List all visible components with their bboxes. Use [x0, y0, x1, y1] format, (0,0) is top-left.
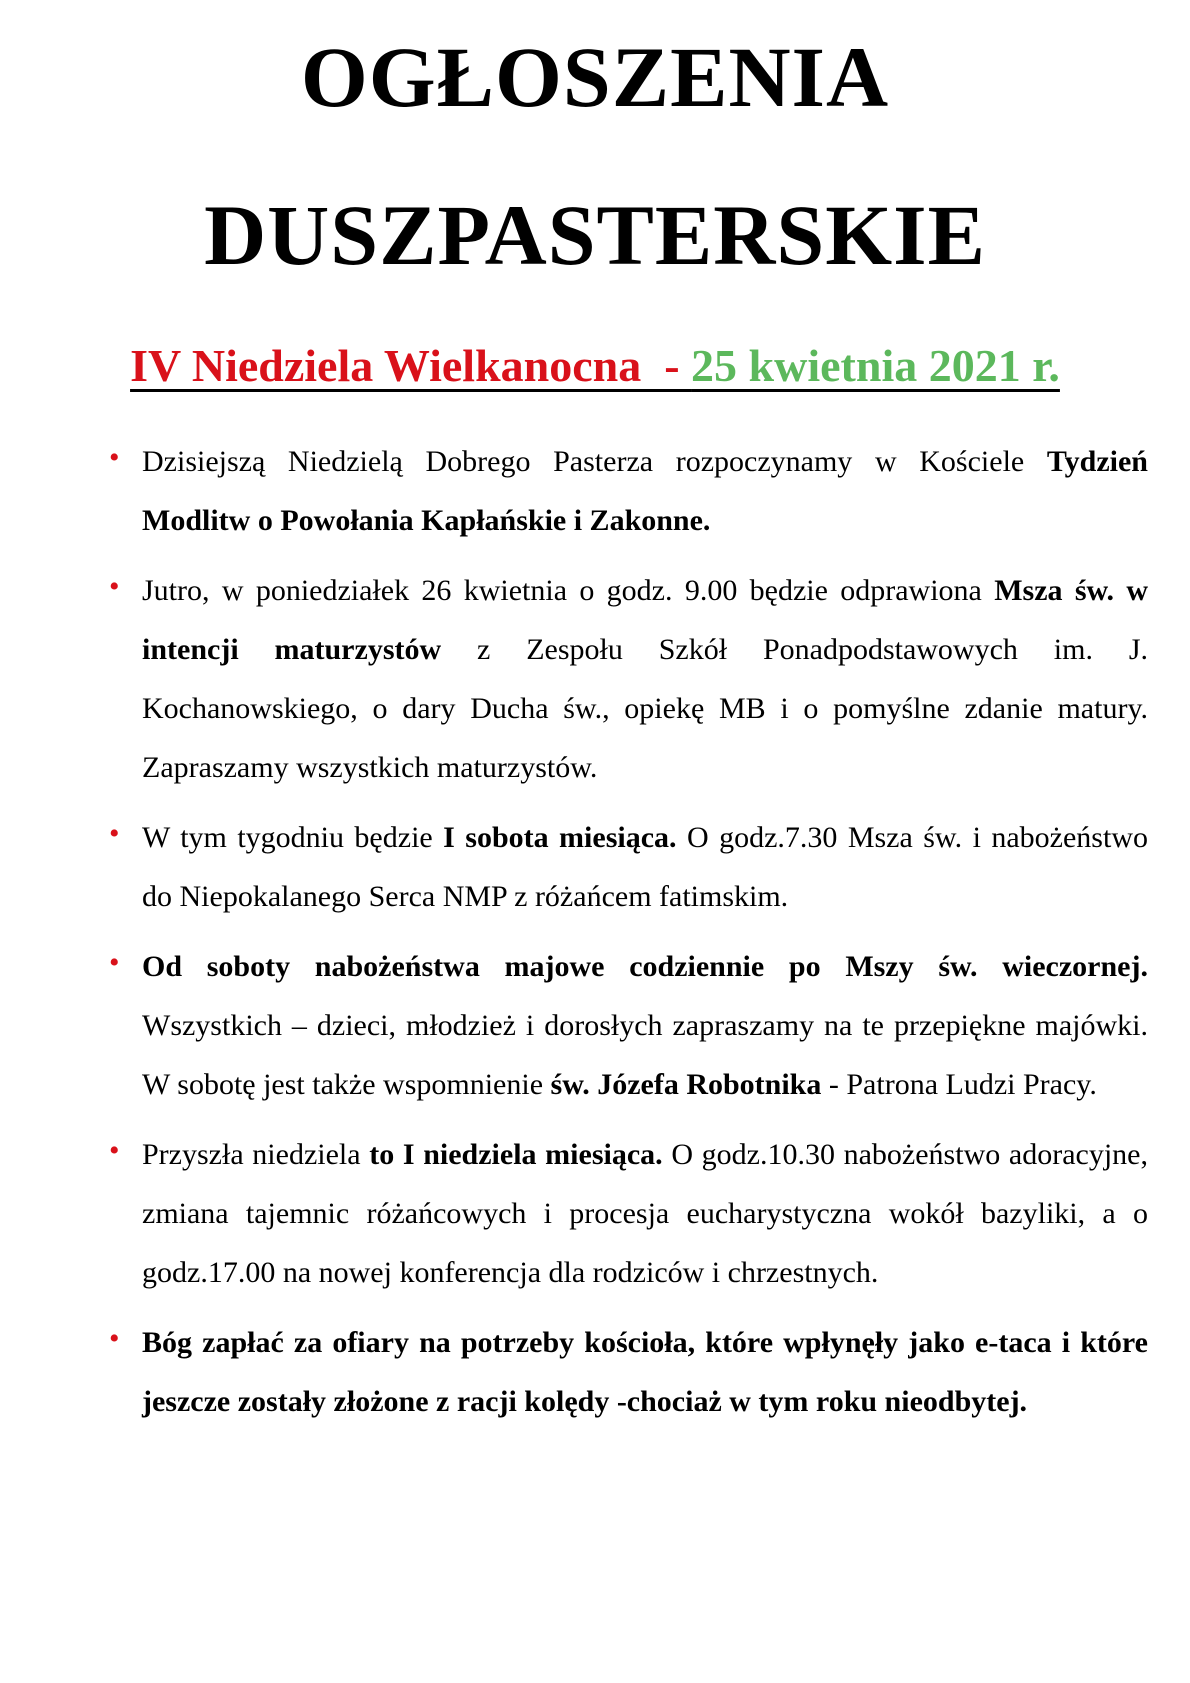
announcement-text: Przyszła niedziela	[142, 1138, 370, 1171]
announcement-text: - Patrona Ludzi Pracy.	[821, 1068, 1097, 1101]
bullet-icon: •	[109, 946, 120, 979]
announcement-bold-text: I sobota miesiąca.	[443, 821, 677, 854]
announcement-item	[109, 1313, 1148, 1431]
announcement-text: W tym tygodniu będzie	[142, 821, 444, 854]
announcement-text: z Zespołu Szkół Ponadpodstawowych im. J. Kochanowskiego, o dary Ducha św., opiekę MB i o pomyślne zdanie matury. Zapraszamy wszystkich maturzystów.	[142, 633, 1148, 784]
announcements-list	[0, 432, 1190, 1442]
announcement-text: Jutro, w poniedziałek 26 kwietnia o godz. 9.00 będzie odprawiona	[142, 574, 995, 607]
subtitle-sunday: IV Niedziela Wielkanocna -	[130, 340, 692, 391]
announcement-bold-text: to I niedziela miesiąca.	[369, 1138, 663, 1171]
bullet-icon: •	[109, 570, 120, 603]
page-title-line-1: OGŁOSZENIA	[300, 29, 890, 125]
announcement-bold-text: św. Józefa Robotnika	[550, 1068, 822, 1101]
announcement-bold-text: Od soboty nabożeństwa majowe codziennie po Mszy św. wieczornej.	[142, 950, 1148, 983]
subtitle	[0, 340, 1190, 391]
announcement-text: O godz.7.30 Msza św. i nabożeństwo do Niepokalanego Serca NMP z różańcem fatimskim.	[142, 821, 1148, 913]
announcement-text: Dzisiejszą Niedzielą Dobrego Pasterza rozpoczynamy w Kościele	[142, 445, 1047, 478]
announcement-item	[109, 561, 1149, 797]
announcement-bold-text: Bóg zapłać za ofiary na potrzeby kościoła, które wpłynęły jako e-taca i które jeszcze zostały złożone z racji kolędy -chociaż w tym roku nieodbytej.	[142, 1326, 1148, 1418]
subtitle-date: 25 kwietnia 2021 r.	[691, 340, 1060, 391]
bullet-icon: •	[109, 817, 120, 850]
announcement-item	[109, 937, 1148, 1114]
announcement-bold-text: Msza św. w intencji maturzystów	[142, 574, 1149, 666]
announcement-item	[109, 808, 1148, 926]
page-title-line-2: DUSZPASTERSKIE	[204, 187, 986, 283]
announcement-text: Wszystkich – dzieci, młodzież i dorosłych zapraszamy na te przepiękne majówki. W sobotę jest także wspomnienie	[142, 1009, 1148, 1101]
announcement-bold-text: Tydzień Modlitw o Powołania Kapłańskie i Zakonne.	[142, 445, 1148, 537]
announcement-text: O godz.10.30 nabożeństwo adoracyjne, zmiana tajemnic różańcowych i procesja eucharystyczna wokół bazyliki, a o godz.17.00 na nowej konferencja dla rodziców i chrzestnych.	[142, 1138, 1148, 1289]
bullet-icon: •	[109, 441, 120, 474]
announcement-item	[109, 432, 1148, 550]
bullet-icon: •	[109, 1134, 120, 1167]
announcement-item	[109, 1125, 1148, 1302]
bullet-icon: •	[109, 1322, 120, 1355]
